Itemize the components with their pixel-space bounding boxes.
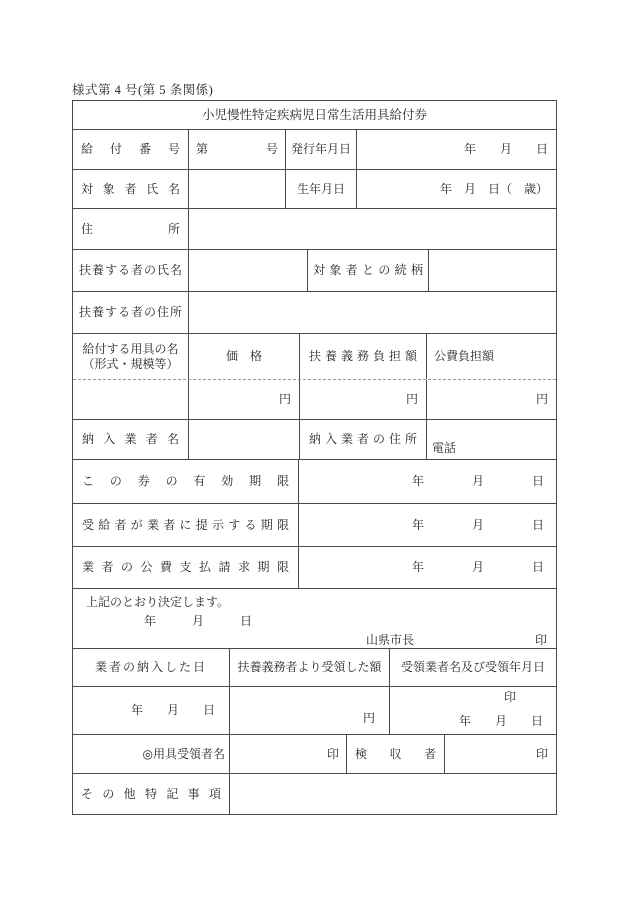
receiver-seal-cell (229, 735, 346, 773)
address-row (73, 208, 556, 249)
inspector-label: 検収者 (355, 746, 436, 761)
price-label-cell (188, 334, 299, 379)
birth-date-label: 生年月日 (296, 181, 345, 196)
inspector-seal-cell (444, 735, 556, 773)
relationship-blank-cell (428, 250, 556, 291)
presentation-deadline-label-cell (73, 504, 298, 546)
issue-date-value-cell (356, 130, 556, 169)
public-charge-yen: 円 (535, 392, 548, 406)
recipient-name-blank-cell (188, 170, 285, 208)
validity-row (73, 459, 556, 503)
validity-date-value: 年 月 日 (411, 474, 544, 488)
form-title: 小児慢性特定疾病児日常生活用具給付券 (201, 107, 427, 122)
delivery-date-value-cell (73, 687, 229, 734)
price-label: 価 格 (225, 349, 262, 363)
presentation-date-value: 年 月 日 (411, 517, 544, 532)
grant-number-row (73, 129, 556, 169)
form-number: 様式第 4 号(第 5 条関係) (72, 83, 214, 97)
delivery-date-value: 年 月 日 (130, 703, 215, 717)
guardian-name-label: 扶養する者の氏名 (79, 263, 182, 277)
grant-number-label-cell (73, 130, 188, 169)
relationship-label: 対象者との続柄 (313, 263, 423, 277)
decision-text: 上記のとおり決定します。 (86, 595, 230, 609)
delivery-header-row (73, 648, 556, 686)
issue-date-value: 年 月 日 (463, 142, 548, 156)
guardian-address-row (73, 291, 556, 333)
guardian-address-label-cell (73, 292, 188, 333)
equipment-receiver-label-cell (73, 735, 229, 773)
decision-row (73, 588, 556, 648)
delivery-values-row (73, 686, 556, 734)
guardian-charge-yen-cell (299, 380, 426, 419)
grant-number-value-cell (188, 130, 285, 169)
claim-date-value: 年 月 日 (411, 560, 544, 574)
claim-deadline-row (73, 546, 556, 588)
supplier-name-blank-cell (188, 420, 299, 459)
inspector-seal-mark: 印 (535, 746, 548, 761)
issue-date-label-cell (285, 130, 356, 169)
equipment-label-cell (73, 334, 188, 379)
notes-label-cell (73, 774, 229, 814)
price-yen: 円 (278, 392, 291, 406)
received-amount-header-cell (229, 649, 389, 686)
received-amount-yen-cell (229, 687, 389, 734)
receiving-vendor-header-cell (389, 649, 556, 686)
validity-label-cell (73, 460, 298, 503)
guardian-address-blank-cell (188, 292, 556, 333)
vendor-seal-mark: 印 (503, 690, 516, 704)
received-amount-yen: 円 (362, 711, 375, 725)
receiving-vendor-header: 受領業者名及び受領年月日 (400, 660, 545, 674)
decision-date: 年 月 日 (144, 614, 253, 628)
relationship-label-cell (307, 250, 428, 291)
notes-label: その他特記事項 (81, 786, 221, 801)
address-label: 住所 (81, 221, 180, 236)
public-charge-yen-cell (426, 380, 556, 419)
guardian-charge-label: 扶養義務負担額 (309, 349, 417, 363)
guardian-name-label-cell (73, 250, 188, 291)
claim-deadline-label: 業者の公費支払請求期限 (82, 560, 289, 574)
mayor-name: 山県市長 (366, 633, 415, 647)
address-blank-cell (188, 209, 556, 249)
grant-number-value: 第 号 (196, 142, 278, 156)
mayor-seal-mark: 印 (534, 633, 547, 647)
receipt-date-value: 年 月 日 (458, 714, 543, 728)
presentation-deadline-row (73, 503, 556, 546)
birth-date-label-cell (285, 170, 356, 208)
voucher-form-table (72, 100, 557, 815)
receiving-vendor-value-cell (389, 687, 556, 734)
decision-cell (73, 589, 556, 648)
birth-date-value: 年 月 日（ 歳） (439, 181, 548, 196)
claim-deadline-value-cell (298, 547, 556, 588)
address-label-cell (73, 209, 188, 249)
delivery-date-header-cell (73, 649, 229, 686)
validity-value-cell (298, 460, 556, 503)
recipient-row (73, 169, 556, 208)
supplier-name-label-cell (73, 420, 188, 459)
equipment-label-line2: （形式・規模等） (82, 356, 179, 371)
equipment-receiver-label: ◎用具受領者名 (142, 746, 225, 761)
supplier-tel-cell (426, 420, 556, 459)
receiver-row (73, 734, 556, 773)
birth-date-value-cell (356, 170, 556, 208)
supplier-tel-label: 電話 (432, 441, 457, 455)
inspector-label-cell (346, 735, 444, 773)
notes-blank-cell (229, 774, 556, 814)
guardian-address-label: 扶養する者の住所 (79, 305, 182, 319)
issue-date-label: 発行年月日 (290, 142, 351, 156)
guardian-name-blank-cell (188, 250, 307, 291)
notes-row (73, 773, 556, 814)
public-charge-label-cell (426, 334, 556, 379)
public-charge-label: 公費負担額 (434, 349, 495, 363)
guardian-name-row (73, 249, 556, 291)
recipient-name-label-cell (73, 170, 188, 208)
presentation-deadline-value-cell (298, 504, 556, 546)
guardian-charge-label-cell (299, 334, 426, 379)
guardian-charge-yen: 円 (405, 392, 418, 406)
received-amount-header: 扶養義務者より受領した額 (237, 660, 382, 674)
form-title-cell (73, 101, 556, 129)
claim-deadline-label-cell (73, 547, 298, 588)
receiver-seal-mark: 印 (326, 746, 339, 761)
equipment-value-blank-cell (73, 380, 188, 419)
title-row (73, 101, 556, 129)
equipment-header-row (73, 333, 556, 379)
grant-number-label: 給付番号 (81, 142, 180, 156)
supplier-name-label: 納入業者名 (82, 432, 179, 446)
validity-label: この券の有効期限 (82, 474, 289, 488)
recipient-name-label: 対象者氏名 (81, 181, 180, 196)
price-yen-cell (188, 380, 299, 419)
presentation-deadline-label: 受給者が業者に提示する期限 (82, 517, 289, 532)
equipment-values-row (73, 379, 556, 419)
supplier-address-label-cell (299, 420, 426, 459)
delivery-date-header: 業者の納入した日 (94, 660, 207, 674)
supplier-address-label: 納入業者の住所 (309, 432, 417, 446)
supplier-row (73, 419, 556, 459)
decision-signature-line (73, 631, 556, 648)
equipment-label-line1: 給付する用具の名 (82, 341, 179, 356)
